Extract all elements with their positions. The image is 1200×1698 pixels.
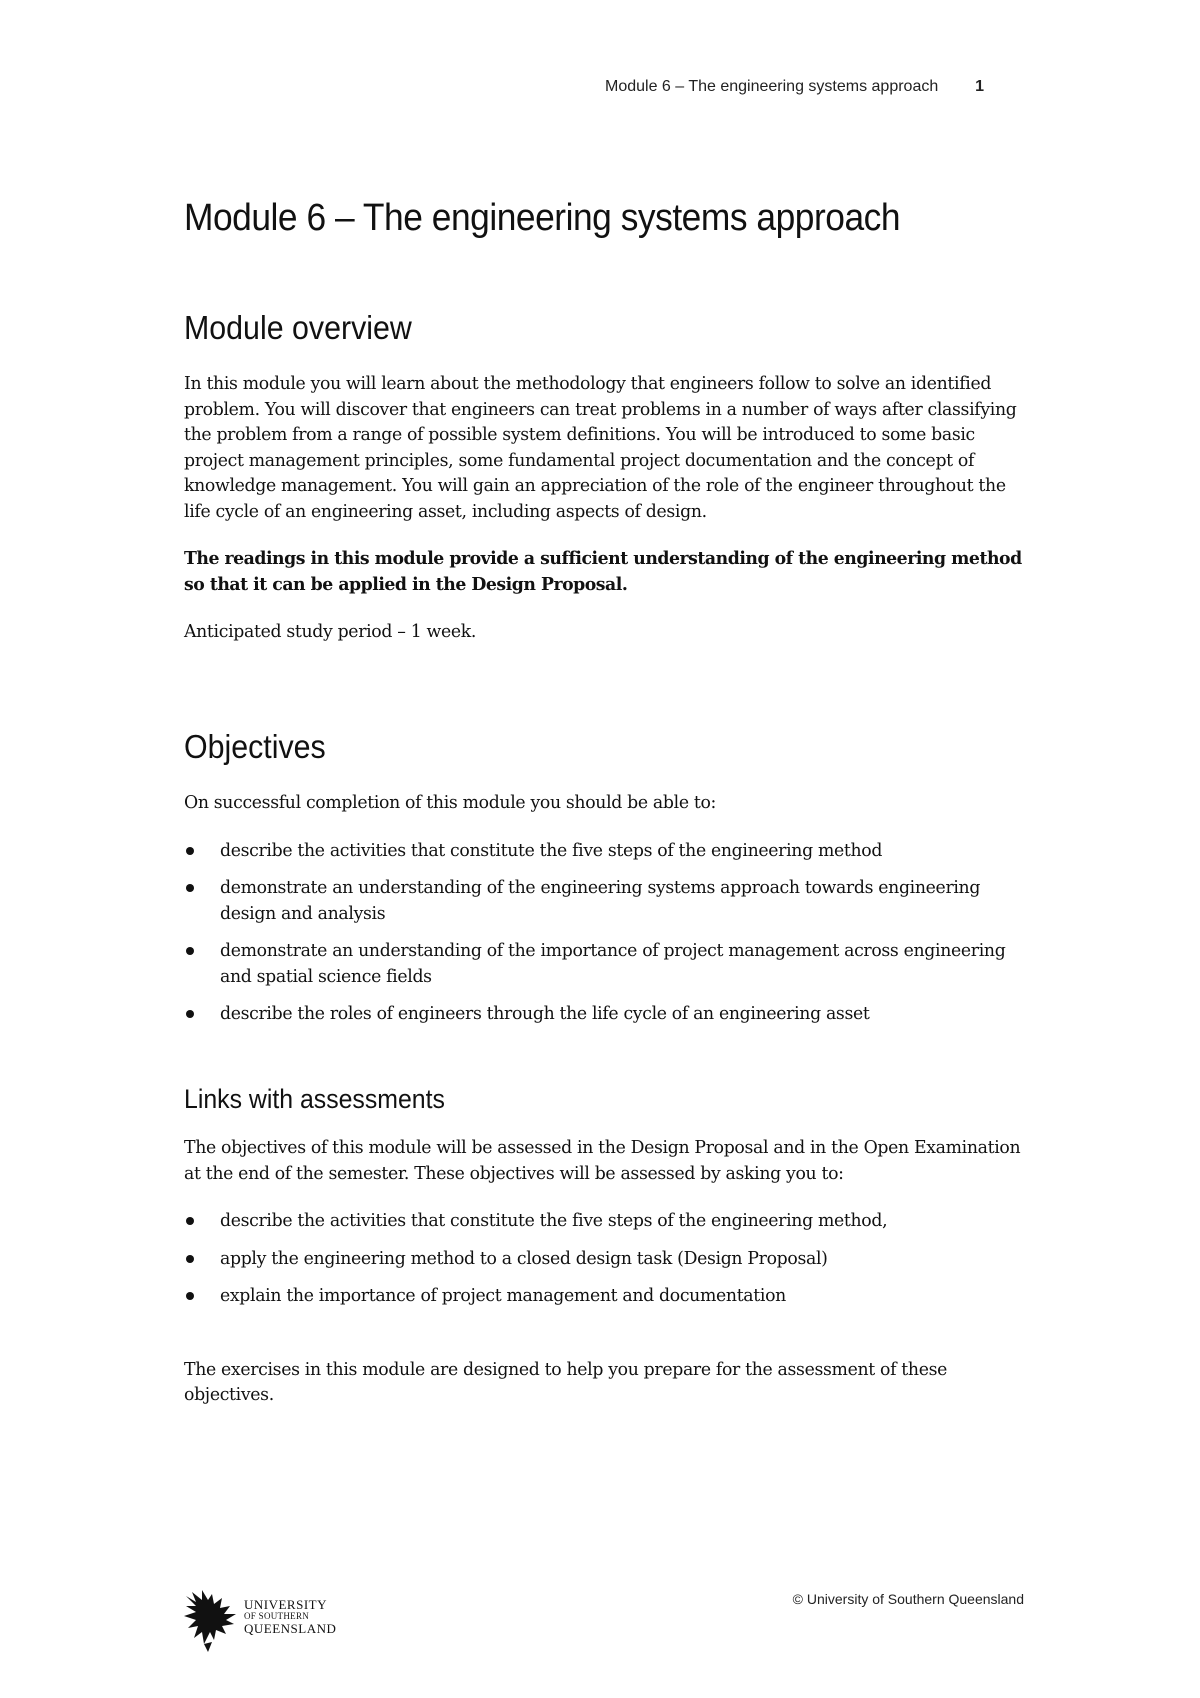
running-header <box>560 78 1020 102</box>
logo-wordmark: UNIVERSITY OF SOUTHERN QUEENSLAND <box>244 1597 337 1636</box>
list-item: describe the roles of engineers through the life cycle of an engineering asset <box>184 1001 1024 1027</box>
assessment-list <box>184 1208 1024 1309</box>
overview-heading: Module overview <box>184 308 412 346</box>
objectives-heading: Objectives <box>184 727 326 765</box>
list-item: demonstrate an understanding of the importance of project management across engineering and spatial science fields <box>184 938 1024 989</box>
overview-paragraph: In this module you will learn about the methodology that engineers follow to solve an identified problem. You will discover that engineers can treat problems in a number of ways after classifying the problem from a range of possible system definitions. You will be introduced to some basic project management principles, some fundamental project documentation and the concept of knowledge management. You will gain an appreciation of the role of the engineer throughout the life cycle of an engineering asset, including aspects of design. <box>184 373 1017 522</box>
readings-note: The readings in this module provide a sufficient understanding of the engineering method so that it can be applied in the Design Proposal. <box>184 548 1022 595</box>
page-title: Module 6 – The engineering systems approach <box>184 197 901 239</box>
links-with-assessments-section <box>184 1083 1024 1408</box>
bullet-icon <box>186 1292 194 1300</box>
list-item: apply the engineering method to a closed design task (Design Proposal) <box>184 1246 1024 1272</box>
running-header-title: Module 6 – The engineering systems approach <box>605 78 939 95</box>
bullet-icon <box>186 847 194 855</box>
bullet-icon <box>186 947 194 955</box>
objectives-intro: On successful completion of this module you should be able to: <box>184 792 717 814</box>
objectives-section <box>184 727 1024 1027</box>
usq-logo <box>182 1588 342 1658</box>
study-period: Anticipated study period – 1 week. <box>184 621 477 643</box>
list-item: explain the importance of project management and documentation <box>184 1283 1024 1309</box>
list-item: describe the activities that constitute the five steps of the engineering method, <box>184 1208 1024 1234</box>
objectives-list <box>184 838 1024 1027</box>
links-heading: Links with assessments <box>184 1083 445 1114</box>
list-item: describe the activities that constitute the five steps of the engineering method <box>184 838 1024 864</box>
document-body <box>184 196 1024 1430</box>
copyright-notice: © University of Southern Queensland <box>792 1591 1024 1607</box>
module-overview-section <box>184 308 1024 645</box>
bullet-icon <box>186 884 194 892</box>
closing-paragraph: The exercises in this module are designed to help you prepare for the assessment of these objectives. <box>184 1358 948 1406</box>
usq-bird-logo-icon <box>182 1588 244 1654</box>
bullet-icon <box>186 1010 194 1018</box>
page-number: 1 <box>975 78 984 95</box>
bullet-icon <box>186 1255 194 1263</box>
links-intro: The objectives of this module will be assessed in the Design Proposal and in the Open Examination at the end of the semester. These objectives will be assessed by asking you to: <box>184 1137 1021 1184</box>
list-item: demonstrate an understanding of the engineering systems approach towards engineering design and analysis <box>184 875 1024 926</box>
bullet-icon <box>186 1217 194 1225</box>
